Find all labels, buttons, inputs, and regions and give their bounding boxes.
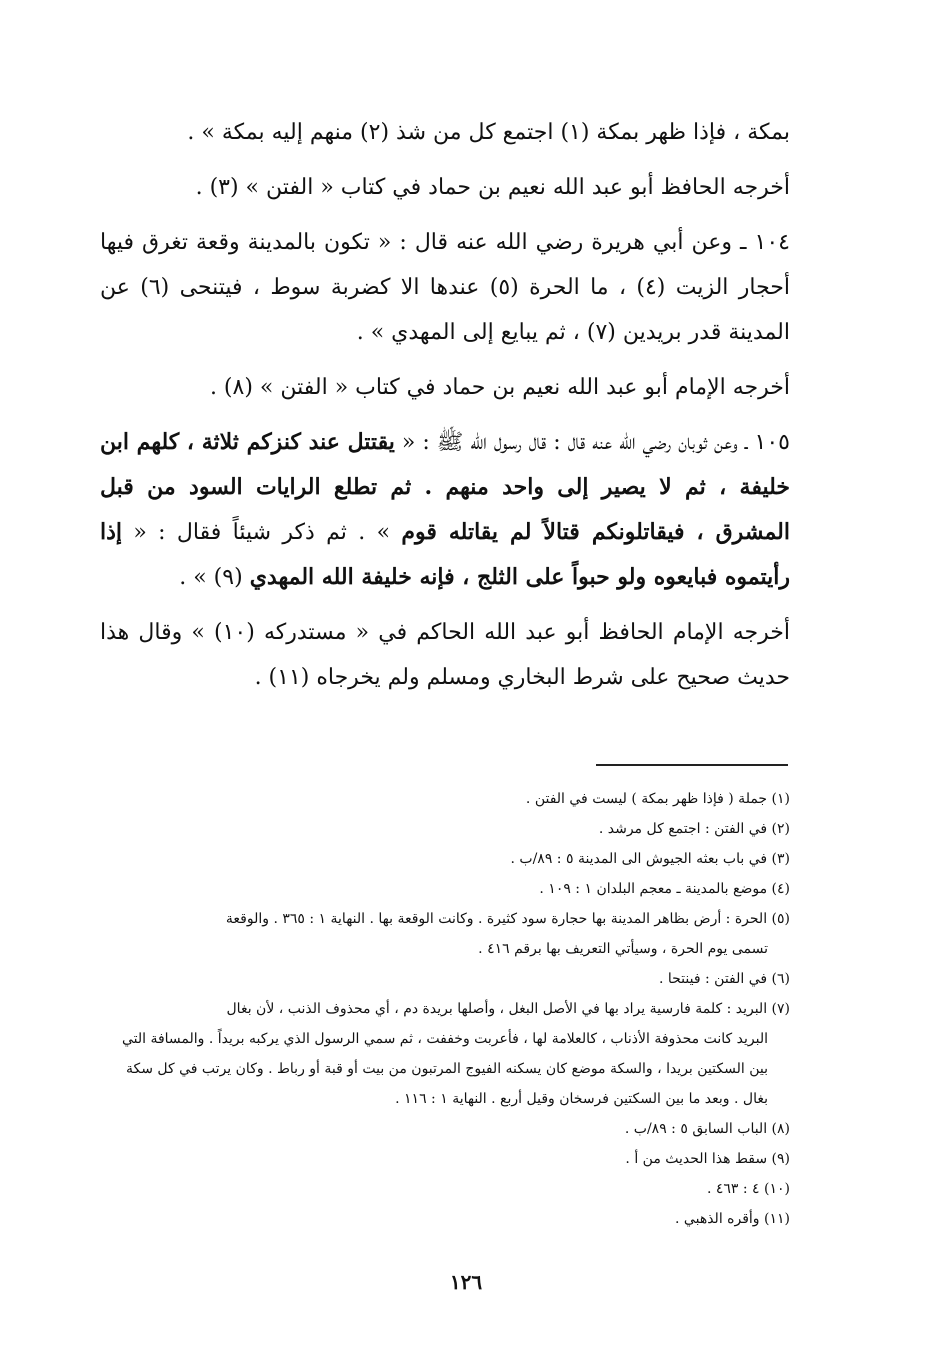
hadith-105-quote-2: إذا رأيتموه فبايعوه ولو حبواً على الثلج ، فإنه خليفة الله المهدي bbox=[100, 519, 790, 590]
paragraph-hadith-104: ١٠٤ ـ وعن أبي هريرة رضي الله عنه قال : « تكون بالمدينة وقعة تغرق فيها أحجار الزيت (٤) ، ما الحرة (٥) عندها الا كضربة سوط ، فيتنحى (٦) عن المدينة قدر بريدين (٧) ، ثم يبايع إلى المهدي » . bbox=[100, 230, 790, 345]
footnote-7-text: (٧) البريد : كلمة فارسية يراد بها في الأصل البغل ، وأصلها بريدة دم ، أي محذوف الذنب ، لأن بغال bbox=[226, 1001, 790, 1017]
hadith-105-intro: ١٠٥ ـ وعن ثوبان رضي الله عنه قال : قال رسول الله ﷺ : « bbox=[401, 430, 790, 455]
paragraph-4: أخرجه الإمام أبو عبد الله نعيم بن حماد في كتاب « الفتن » (٨) . bbox=[209, 375, 790, 400]
footnote-3: (٣) في باب بعثه الجيوش الى المدينة ٥ : ٨٩/ب . bbox=[510, 851, 790, 867]
paragraph-2: أخرجه الحافظ أبو عبد الله نعيم بن حماد في كتاب « الفتن » (٣) . bbox=[195, 175, 790, 200]
paragraph-1: بمكة ، فإذا ظهر بمكة (١) اجتمع كل من شذ (٢) منهم إليه بمكة » . bbox=[187, 120, 790, 145]
footnote-5 bbox=[100, 904, 790, 964]
footnote-7-cont: البريد كانت محذوفة الأذناب ، كالعلامة لها ، فأعربت وخففت ، ثم سمي الرسول الذي يركبه بريداً . والمسافة التي بين السكتين بريدا ، والسكة موضع كان يسكنه الفيوج المرتبون من بيت أو قبة أو رباط . وكان يرتب في كل سكة بغال . وبعد ما بين السكتين فرسخان وقيل أربع . النهاية ١ : ١١٦ . bbox=[121, 1031, 768, 1107]
footnote-7 bbox=[100, 994, 790, 1114]
main-text bbox=[100, 110, 790, 710]
paragraph-hadith-105 bbox=[100, 420, 790, 600]
footnote-4: (٤) موضع بالمدينة ـ معجم البلدان ١ : ١٠٩ . bbox=[539, 881, 790, 897]
footnote-11: (١١) وأقره الذهبي . bbox=[675, 1211, 790, 1227]
footnote-5-cont: تسمى يوم الحرة ، وسيأتي التعريف بها برقم ٤١٦ . bbox=[478, 941, 768, 957]
footnote-6: (٦) في الفتن : فينتحا . bbox=[658, 971, 790, 987]
footnote-5-text: (٥) الحرة : أرض بظاهر المدينة بها حجارة سود كثيرة . وكانت الوقعة بها . النهاية ١ : ٣٦٥ . والوقعة bbox=[225, 911, 790, 927]
hadith-105-quote-1: يقتتل عند كنزكم ثلاثة ، كلهم ابن خليفة ، ثم لا يصير إلى واحد منهم . ثم تطلع الرايات السود من قبل المشرق ، فيقاتلونكم قتالاً لم يقاتله قوم bbox=[100, 429, 790, 545]
footnote-divider bbox=[596, 764, 788, 766]
paragraph-6: أخرجه الإمام الحافظ أبو عبد الله الحاكم في « مستدركه (١٠) » وقال هذا حديث صحيح على شرط البخاري ومسلم ولم يخرجاه (١١) . bbox=[100, 620, 790, 690]
footnote-2: (٢) في الفتن : اجتمع كل مرشد . bbox=[598, 821, 790, 837]
hadith-105-end: (٩) » . bbox=[179, 565, 243, 590]
footnotes bbox=[100, 784, 790, 1234]
footnote-8: (٨) الباب السابق ٥ : ٨٩/ب . bbox=[624, 1121, 790, 1137]
footnote-1: (١) جملة ( فإذا ظهر بمكة ) ليست في الفتن . bbox=[525, 791, 790, 807]
footnote-9: (٩) سقط هذا الحديث من أ . bbox=[625, 1151, 790, 1167]
footnote-10: (١٠) ٤ : ٤٦٣ . bbox=[706, 1181, 790, 1197]
hadith-105-mid: » . ثم ذكر شيئاً فقال : « bbox=[133, 520, 391, 545]
page-number: ١٢٦ bbox=[449, 1270, 483, 1294]
